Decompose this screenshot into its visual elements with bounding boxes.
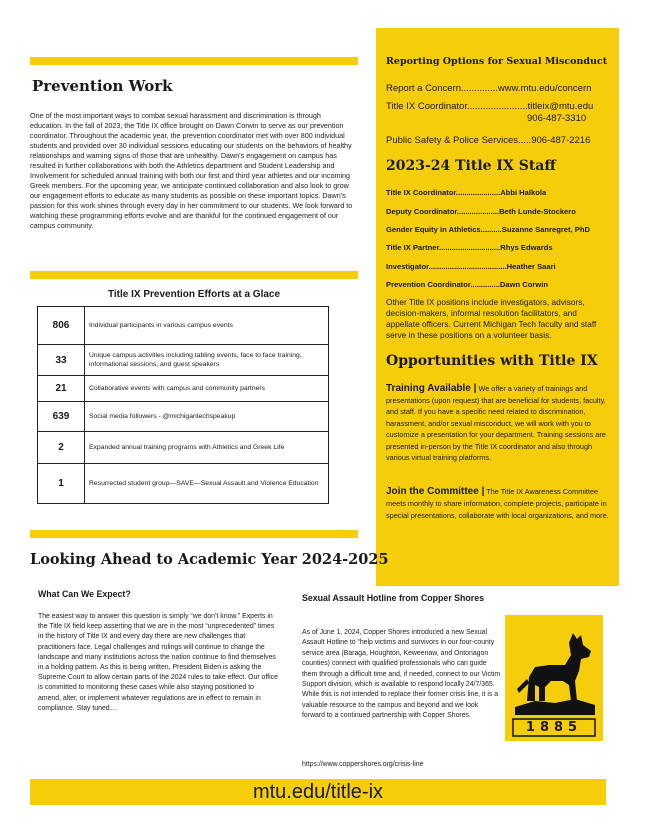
logo-year: 1885: [525, 720, 583, 735]
expect-body: The easiest way to answer this question is simply “we don’t know.” Experts in the Title IX field keep asserting that we are in the most “unprecedented” times in the history of Title IX and every day there are new challenges that practitioners face. Legal challenges and rulings will continue to change the landscape and many institutions across the nation continue to find themselves in a holding pattern. As this is being written, President Biden is asking the Supreme Court to allow certain parts of the 2024 rules to take effect. Our office is committed to monitoring these cases while also staying positioned to amend, alter, or implement whatever regulations are in effect to remain in compliance. Stay tuned…: [38, 613, 278, 712]
glance-number: 21: [38, 376, 85, 402]
staff-row: Gender Equity in Athletics..........Suzanne Sanregret, PhD: [386, 225, 590, 234]
glance-description: Collaborative events with campus and community partners: [85, 376, 329, 402]
glance-row: [38, 464, 329, 504]
training-body: We offer a variety of trainings and presentations (upon request) that are beneficial for students, faculty, and staff. If you have a specific need related to discrimination, harassment, and/or sexual misconduct, we will work with you to customize a presentation for your department. Training sessions are presented in-person by the Title IX coordinator and also through various virtual training platforms.: [386, 384, 606, 462]
staff-note: Other Title IX positions include investigators, advisors, decision-makers, informal resolution facilitators, and appellate officers. Current Michigan Tech faculty and staff serve in these positions on a volunteer basis.: [386, 297, 597, 340]
glance-table: [37, 306, 329, 504]
hotline-body: As of June 1, 2024, Copper Shores introduced a new Sexual Assault Hotline to “help victims and survivors in our four-county service area (Baraga, Houghton, Keweenaw, and Ontonagon counties) connect with qualified professionals who can guide them through a difficult time and, if needed, connect to our Victim Support division, which is available to respond locally 24/7/365. While this is not intended to replace their former crisis line, it is a valuable resource to the campus and beyond and we look forward to a continued partnership with Copper Shores.: [302, 629, 501, 720]
hotline-url: https://www.coppershores.org/crisis-line: [302, 761, 424, 768]
glance-row: [38, 402, 329, 432]
committee-block: [386, 486, 612, 522]
glance-description: Unique campus activities including tabling events, face to face training, informational sessions, and guest speakers: [85, 345, 329, 376]
staff-row: Deputy Coordinator....................Beth Lunde-Stockero: [386, 207, 576, 216]
glance-title: Title IX Prevention Efforts at a Glace: [107, 289, 281, 300]
top-accent-bar: [30, 57, 358, 65]
glance-row: [38, 376, 329, 402]
glance-description: Resurrected student group—SAVE—Sexual Assault and Violence Education: [85, 464, 329, 504]
glance-row: [38, 307, 329, 345]
glance-description: Individual participants in various campus events: [85, 307, 329, 345]
report-concern-line: Report a Concern..............www.mtu.edu/concern: [386, 83, 592, 94]
prevention-title: Prevention Work: [32, 77, 173, 95]
expect-title: What Can We Expect?: [38, 589, 131, 599]
glance-description: Social media followers - @michigantechspeakup: [85, 402, 329, 432]
staff-row: Title IX Partner.............................Rhys Edwards: [386, 243, 553, 252]
coordinator-phone: 906-487-3310: [527, 113, 587, 124]
looking-ahead-title: Looking Ahead to Academic Year 2024-2025: [30, 551, 389, 568]
prevention-body: One of the most important ways to combat sexual harassment and discrimination is through education. In the fall of 2023, the Title IX office brought on Dawn Corwin to serve as our prevention coordinator. Throughout the academic year, the prevention coordinator met with over 800 individual students and provided over 30 individual sessions educating our students on the behaviors of healthy relationships and warning signs of those that are unhealthy. Dawn's engagement on campus has resulted in further collaborations with both the Athletics department and Student Leadership and Involvement for scheduled annual training with both our first and third year athletes and our incoming Greek members. For the upcoming year, we anticipate continued collaboration and also look to grow our engagement efforts to educate as many students as possible on these important topics. Dawn's passion for this work shines through every day in her commitment to our students. We look forward to watching these programming efforts evolve and are thankful for the continued engagement of our campus community.: [30, 111, 353, 230]
hotline-title: Sexual Assault Hotline from Copper Shores: [302, 593, 485, 603]
glance-number: 33: [38, 345, 85, 376]
husky-logo: [505, 615, 603, 741]
training-block: [386, 383, 612, 464]
lower-accent-bar: [30, 530, 358, 538]
reporting-title: Reporting Options for Sexual Misconduct: [386, 56, 608, 67]
staff-title: 2023-24 Title IX Staff: [386, 158, 556, 174]
glance-number: 1: [38, 464, 85, 504]
glance-number: 806: [38, 307, 85, 345]
glance-row: [38, 432, 329, 464]
staff-row: Title IX Coordinator.....................Abbi Halkola: [386, 188, 547, 197]
staff-row: Prevention Coordinator..............Dawn Corwin: [386, 280, 549, 289]
opportunities-title: Opportunities with Title IX: [386, 353, 598, 369]
committee-body: The Title IX Awareness Committee meets monthly to share information, complete projects, participate in special presentations, collaborate with local organizations, and more.: [386, 487, 609, 520]
title-ix-coordinator-line: Title IX Coordinator.......................titleix@mtu.edu: [386, 101, 594, 112]
glance-number: 2: [38, 432, 85, 464]
committee-heading: Join the Committee |: [386, 486, 485, 497]
glance-row: [38, 345, 329, 376]
sidebar-panel: [376, 28, 619, 586]
mid-accent-bar: [30, 271, 358, 279]
training-heading: Training Available |: [386, 383, 477, 394]
glance-description: Expanded annual training programs with Athletics and Greek Life: [85, 432, 329, 464]
staff-row: Investigator.....................................Heather Saari: [386, 262, 556, 271]
footer-url[interactable]: mtu.edu/title-ix: [30, 779, 606, 805]
public-safety-line: Public Safety & Police Services.....906-487-2216: [386, 135, 591, 146]
glance-number: 639: [38, 402, 85, 432]
